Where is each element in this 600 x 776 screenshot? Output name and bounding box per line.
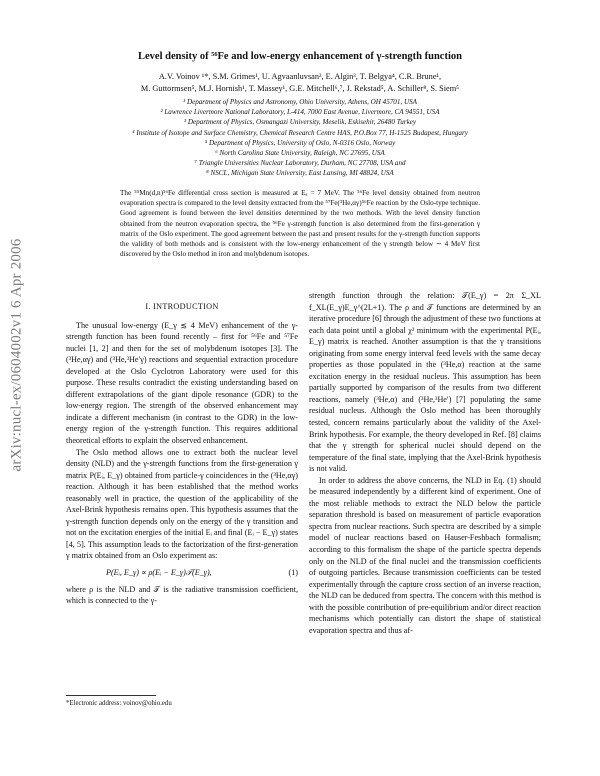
affiliation: ³ Department of Physics, Osmangazi University, Meselik, Eskisehir, 26480 Turkey [183,118,417,127]
affiliation: ⁸ NSCL, Michigan State University, East Lansing, MI 48824, USA [206,169,394,178]
author-line: M. Guttormsen⁵, M.J. Hornish¹, T. Massey¹, G.E. Mitchell⁶,⁷, J. Rekstad⁵, A. Schiller⁸, S. Siem⁵ [140,84,460,93]
paragraph: where ρ is the NLD and 𝒯 is the radiative transmission coefficient, which is connected to the γ- [66,584,298,606]
paragraph: The Oslo method allows one to extract both the nuclear level density (NLD) and the γ-strength functions from the first-generation γ matrix P(Eᵢ, E_γ) obtained from particle-γ coincidences in the (³He,αγ) reaction. Although it has been established that the method works reasonably well in practice, the question of the applicability of the Axel-Brink hypothesis remains open. This hypothesis assumes that the γ-strength function depends only on the energy of the γ transition and not on the excitation energies of the initial Eᵢ and final (Eᵢ − E_γ) states [4, 5]. This assumption leads to the factorization of the first-generation γ matrix obtained from an Oslo experiment as: [66,447,298,561]
section-heading: I. INTRODUCTION [145,302,219,311]
arxiv-stamp [6,205,28,505]
right-column [309,290,541,636]
footnote: *Electronic address: voinov@ohio.edu [66,700,172,707]
footnote-rule [66,695,156,696]
affiliation: ⁴ Institute of Isotope and Surface Chemistry, Chemical Research Centre HAS, P.O.Box 77, H-1525 Budapest, Hungary [132,128,468,137]
equation-1 [66,567,298,579]
affiliation: ¹ Department of Physics and Astronomy, Ohio University, Athens, OH 45701, USA [183,98,417,106]
left-column [66,301,298,607]
author-line: A.V. Voinov ¹*, S.M. Grimes¹, U. Agvaanluvsan², E. Algin³, T. Belgya⁴, C.R. Brune¹, [158,72,442,81]
paragraph: In order to address the above concerns, the NLD in Eq. (1) should be measured independently by a different kind of experiment. One of the most reliable methods to extract the NLD below the particle separation threshold is based on measurement of particle evaporation spectra from nuclear reactions. Such spectra are described by a simple model of nuclear reactions based on Hauser-Feshbach formalism; according to this formalism the shape of the particle spectra depends only on the NLD of the final nuclei and the transmission coefficients of outgoing particles. Because transmission coefficients can be tested experimentally through the capture cross section of an inverse reaction, the NLD can be deduced from spectra. The concern with this method is with the possible contribution of pre-equilibrium and/or direct reaction mechanisms which potentially can distort the shape of statistical evaporation spectra and thus af- [309,475,542,635]
equation-text: P(Eᵢ, E_γ) ∝ ρ(Eᵢ − E_γ)𝒯(E_γ), [106,568,212,578]
equation-number: (1) [288,568,298,578]
affiliation-list [40,97,560,179]
arxiv-id: arXiv:nucl-ex/0604002v1 6 Apr 2006 [8,238,25,472]
affiliation: ² Lawrence Livermore National Laboratory, L-414, 7000 East Avenue, Livermore, CA 94551, USA [160,108,440,117]
affiliation: ⁷ Triangle Universities Nuclear Laboratory, Durham, NC 27708, USA and [194,159,406,168]
paragraph: strength function through the relation: 𝒯(E_γ) = 2π Σ_XL f_XL(E_γ)E_γ^(2L+1). The ρ and 𝒯 functions are determined by an iterative procedure [6] through the adjustment of these two functions at each data point until a global χ² minimum with the experimental P(Eᵢ, E_γ) matrix is reached. Another assumption is that the γ transitions originating from some energy interval feed levels with the same decay properties as those populated in the (³He,α) reaction at the same excitation energy in the residual nucleus. This assumption has been partially supported by comparison of the results from two different reactions, namely (³He,α) and (³He,³He′) [7] populating the same residual nucleus. Although the Oslo method has been thoroughly tested, concern remains particularly about the validity of the Axel-Brink hypothesis. For example, the theory developed in Ref. [8] claims that the γ strength for spherical nuclei should depend on the temperature of the final state, implying that the Axel-Brink hypothesis is not valid. [309,291,541,474]
paragraph: The unusual low-energy (E_γ ≲ 4 MeV) enhancement of the γ-strength function has been found recently – first for ⁵⁶Fe and ⁵⁷Fe nuclei [1, 2] and then for the set of molybdenum isotopes [3]. The (³He,αγ) and (³He,³He′γ) reactions and sequential extraction procedure developed at the Oslo Cyclotron Laboratory were used for this purpose. These results contradict the existing understanding based on different extrapolations of the giant dipole resonance (GDR) to the low-energy region. The strength of the observed enhancement may indicate a different mechanism (in contrast to the GDR) in the low-energy region of the γ-strength function. This requires additional theoretical efforts to explain the observed enhancement. [66,320,298,446]
paper-title: Level density of ⁵⁶Fe and low-energy enhancement of γ-strength function [138,51,462,62]
author-list [60,71,540,95]
affiliation: ⁵ Department of Physics, University of Oslo, N-0316 Oslo, Norway [204,138,396,147]
abstract: The ⁵⁵Mn(d,n)⁵⁶Fe differential cross section is measured at Eₐ = 7 MeV. The ⁵⁶Fe level density obtained from neutron evaporation spectra is compared to the level density extracted from the ⁵⁷Fe(³He,αγ)⁵⁶Fe reaction by the Oslo-type technique. Good agreement is found between the level densities determined by the two methods. With the level density function obtained from the neutron evaporation spectra, the ⁵⁶Fe γ-strength function is also determined from the first-generation γ matrix of the Oslo experiment. The good agreement between the past and present results for the γ-strength function supports the validity of both methods and is consistent with the low-energy enhancement of the γ strength below ∼ 4 MeV first discovered by the Oslo method in iron and molybdenum isotopes. [120,189,481,259]
affiliation: ⁶ North Carolina State University, Raleigh, NC 27695, USA [215,149,385,158]
